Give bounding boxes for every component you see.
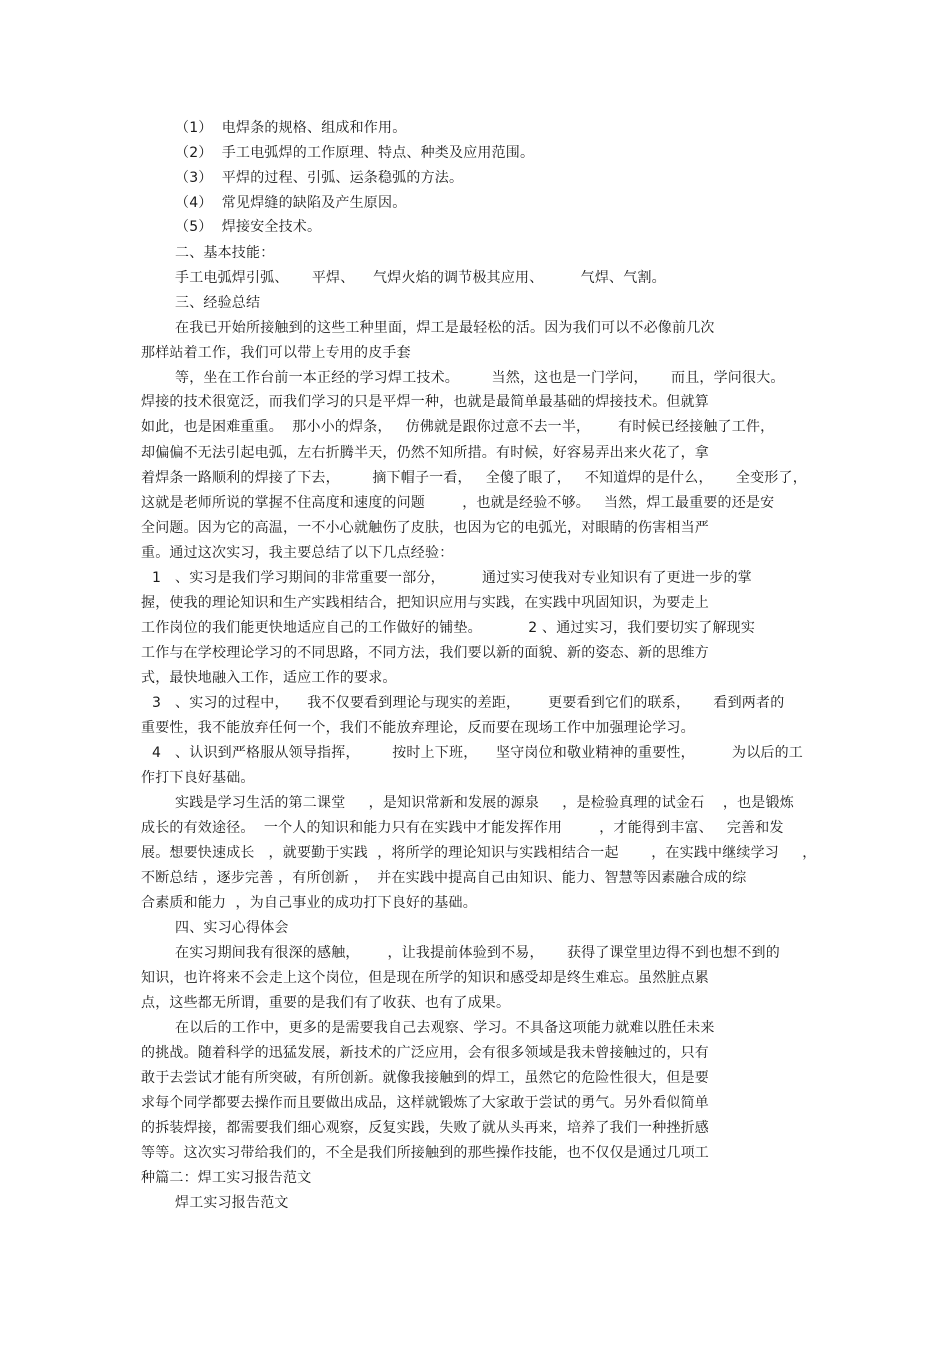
- text-line: 展。想要快速成长 ，就要勤于实践 ，将所学的理论知识与实践相结合一起 ，在实践中继续学习 ，: [141, 845, 817, 861]
- section-heading-basic-skills: 二、基本技能：: [175, 245, 275, 261]
- text-line: 作打下良好基础。: [141, 770, 255, 786]
- text-line: 重。通过这次实习，我主要总结了以下几点经验：: [141, 545, 454, 561]
- text-line: 握，使我的理论知识和生产实践相结合，把知识应用与实践，在实践中巩固知识，为要走上: [141, 595, 709, 611]
- section-heading-experience: 三、经验总结: [175, 295, 261, 311]
- list-item-2: （2） 手工电弧焊的工作原理、特点、种类及应用范围。: [175, 145, 535, 161]
- text-line: 式，最快地融入工作，适应工作的要求。: [141, 670, 397, 686]
- text-line: 手工电弧焊引弧、 平焊、 气焊火焰的调节极其应用、 气焊、气割。: [175, 270, 666, 286]
- text-line: 在实习期间我有很深的感触， ，让我提前体验到不易， 获得了课堂里边得不到也想不到的: [175, 945, 780, 961]
- text-line: 却偏偏不无法引起电弧，左右折腾半天，仍然不知所措。有时候，好容易弄出来火花了，拿: [141, 445, 709, 461]
- text-line: 3 、实习的过程中， 我不仅要看到理论与现实的差距， 更要看到它们的联系， 看到两者的: [152, 695, 785, 711]
- text-line: 的挑战。随着科学的迅猛发展，新技术的广泛应用，会有很多领域是我未曾接触过的，只有: [141, 1045, 709, 1061]
- text-line: 工作岗位的我们能更快地适应自己的工作做好的铺垫。 2 、通过实习，我们要切实了解现实: [141, 620, 756, 636]
- text-line: 的拆装焊接，都需要我们细心观察，反复实践，失败了就从头再来，培养了我们一种挫折感: [141, 1120, 709, 1136]
- text-line: 点，这些都无所谓，重要的是我们有了收获、也有了成果。: [141, 995, 511, 1011]
- list-item-4: （4） 常见焊缝的缺陷及产生原因。: [175, 195, 407, 211]
- text-line: 1 、实习是我们学习期间的非常重要一部分， 通过实习使我对专业知识有了更进一步的掌: [152, 570, 752, 586]
- text-line: 敢于去尝试才能有所突破，有所创新。就像我接触到的焊工，虽然它的危险性很大，但是要: [141, 1070, 709, 1086]
- text-line: 知识，也许将来不会走上这个岗位，但是现在所学的知识和感受却是终生难忘。虽然脏点累: [141, 970, 709, 986]
- text-line: 如此，也是困难重重。 那小小的焊条， 仿佛就是跟你过意不去一半， 有时候已经接触了工件，: [141, 419, 775, 435]
- list-item-3: （3） 平焊的过程、引弧、运条稳弧的方法。: [175, 170, 464, 186]
- text-line: 焊接的技术很宽泛，而我们学习的只是平焊一种，也就是最简单最基础的焊接技术。但就算: [141, 394, 709, 410]
- section-heading-part-two: 种篇二：焊工实习报告范文: [141, 1170, 312, 1186]
- text-line: 在以后的工作中，更多的是需要我自己去观察、学习。不具备这项能力就难以胜任未来: [175, 1020, 715, 1036]
- text-line: 成长的有效途径。 一个人的知识和能力只有在实践中才能发挥作用 ，才能得到丰富、 完善和发: [141, 820, 784, 836]
- text-line: 工作与在学校理论学习的不同思路，不同方法，我们要以新的面貌、新的姿态、新的思维方: [141, 645, 709, 661]
- text-line: 这就是老师所说的掌握不住高度和速度的问题 ，也就是经验不够。 当然，焊工最重要的还是安: [141, 495, 775, 511]
- text-line: 着焊条一路顺利的焊接了下去， 摘下帽子一看， 全傻了眼了， 不知道焊的是什么， 全变形了，: [141, 470, 807, 486]
- text-line: 等，坐在工作台前一本正经的学习焊工技术。 当然，这也是一门学问， 而且，学问很大。: [175, 370, 785, 386]
- text-line: 在我已开始所接触到的这些工种里面，焊工是最轻松的活。因为我们可以不必像前几次: [175, 320, 715, 336]
- section-heading-reflections: 四、实习心得体会: [175, 920, 289, 936]
- text-line: 不断总结 ，逐步完善 ，有所创新 ， 并在实践中提高自己由知识、能力、智慧等因素融合成的综: [141, 870, 747, 886]
- text-line: 实践是学习生活的第二课堂 ，是知识常新和发展的源泉 ，是检验真理的试金石 ，也是锻炼: [175, 795, 794, 811]
- document-subtitle: 焊工实习报告范文: [175, 1195, 289, 1211]
- list-item-1: （1） 电焊条的规格、组成和作用。: [175, 120, 407, 136]
- text-line: 4 、认识到严格服从领导指挥， 按时上下班， 坚守岗位和敬业精神的重要性， 为以后的工: [152, 745, 804, 761]
- text-line: 全问题。因为它的高温，一不小心就触伤了皮肤，也因为它的电弧光，对眼睛的伤害相当严: [141, 520, 709, 536]
- text-line: 重要性，我不能放弃任何一个，我们不能放弃理论，反而要在现场工作中加强理论学习。: [141, 720, 695, 736]
- text-line: 那样站着工作，我们可以带上专用的皮手套: [141, 345, 411, 361]
- text-line: 合素质和能力 ，为自己事业的成功打下良好的基础。: [141, 895, 477, 911]
- text-line: 等等。这次实习带给我们的，不全是我们所接触到的那些操作技能，也不仅仅是通过几项工: [141, 1145, 709, 1161]
- list-item-5: （5） 焊接安全技术。: [175, 219, 322, 235]
- text-line: 求每个同学都要去操作而且要做出成品，这样就锻炼了大家敢于尝试的勇气。另外看似简单: [141, 1095, 709, 1111]
